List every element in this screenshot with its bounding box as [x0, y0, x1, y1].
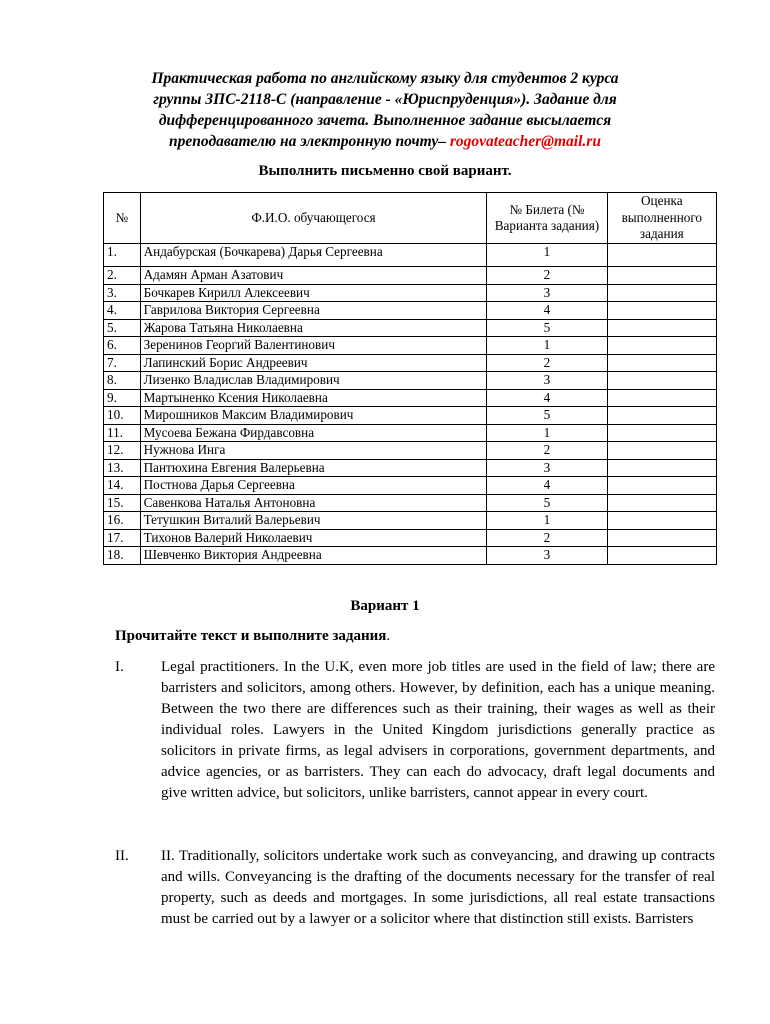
- ticket-number-cell: 4: [487, 302, 607, 320]
- student-name-cell: Тихонов Валерий Николаевич: [140, 529, 487, 547]
- grade-cell: [607, 477, 716, 495]
- table-row: [104, 389, 717, 407]
- task-title: [115, 628, 390, 645]
- row-number-cell: 16.: [104, 512, 141, 530]
- table-row: [104, 512, 717, 530]
- table-row: [104, 424, 717, 442]
- header-grade: Оценка выполненного задания: [607, 193, 716, 244]
- ticket-number-cell: 3: [487, 459, 607, 477]
- grade-cell: [607, 407, 716, 425]
- grade-cell: [607, 302, 716, 320]
- student-name-cell: Мусоева Бежана Фирдавсовна: [140, 424, 487, 442]
- paragraph-2-text: II. Traditionally, solicitors undertake work such as conveyancing, and drawing up contracts and wills. Conveyancing is the drafting of the documents necessary for the transfer of real property, such as deeds and mortgages. In some jurisdictions, all real estate transactions must be carried out by a lawyer or a solicitor where that distinction still exists. Barristers: [161, 848, 715, 927]
- row-number-cell: 4.: [104, 302, 141, 320]
- student-name-cell: Шевченко Виктория Андреевна: [140, 547, 487, 565]
- row-number-cell: 5.: [104, 319, 141, 337]
- table-row: [104, 372, 717, 390]
- student-name-cell: Савенкова Наталья Антоновна: [140, 494, 487, 512]
- row-number-cell: 11.: [104, 424, 141, 442]
- row-number-cell: 3.: [104, 284, 141, 302]
- ticket-number-cell: 2: [487, 529, 607, 547]
- grade-cell: [607, 244, 716, 267]
- student-name-cell: Гаврилова Виктория Сергеевна: [140, 302, 487, 320]
- table-row: [104, 477, 717, 495]
- ticket-number-cell: 3: [487, 547, 607, 565]
- grade-cell: [607, 442, 716, 460]
- header-line-4-text: преподавателю на электронную почту–: [169, 133, 450, 150]
- grade-cell: [607, 337, 716, 355]
- variant-title: Вариант 1: [350, 598, 420, 614]
- row-number-cell: 9.: [104, 389, 141, 407]
- row-number-cell: 14.: [104, 477, 141, 495]
- header-line-2: группы ЗПС-2118-С (направление - «Юриспруденция»). Задание для: [153, 91, 617, 108]
- student-roster-table: [103, 192, 717, 565]
- header-line-3: дифференцированного зачета. Выполненное задание высылается: [158, 112, 612, 129]
- grade-cell: [607, 319, 716, 337]
- task-title-period: .: [386, 628, 391, 644]
- table-row: [104, 442, 717, 460]
- ticket-number-cell: 5: [487, 319, 607, 337]
- ticket-number-cell: 4: [487, 389, 607, 407]
- header-num: №: [104, 193, 141, 244]
- grade-cell: [607, 459, 716, 477]
- header-line-4: [100, 131, 670, 152]
- ticket-number-cell: 3: [487, 284, 607, 302]
- ticket-number-cell: 4: [487, 477, 607, 495]
- ticket-number-cell: 1: [487, 424, 607, 442]
- student-name-cell: Лизенко Владислав Владимирович: [140, 372, 487, 390]
- row-number-cell: 2.: [104, 267, 141, 285]
- student-name-cell: Мирошников Максим Владимирович: [140, 407, 487, 425]
- grade-cell: [607, 354, 716, 372]
- grade-cell: [607, 267, 716, 285]
- student-name-cell: Бочкарев Кирилл Алексеевич: [140, 284, 487, 302]
- table-row: [104, 244, 717, 267]
- grade-cell: [607, 424, 716, 442]
- table-row: [104, 494, 717, 512]
- paragraph-1-marker: I.: [115, 659, 124, 675]
- ticket-number-cell: 2: [487, 442, 607, 460]
- table-row: [104, 354, 717, 372]
- teacher-email-link[interactable]: rogovateacher@mail.ru: [449, 133, 601, 150]
- row-number-cell: 15.: [104, 494, 141, 512]
- grade-cell: [607, 529, 716, 547]
- row-number-cell: 6.: [104, 337, 141, 355]
- table-row: [104, 459, 717, 477]
- document-header: [100, 68, 670, 152]
- row-number-cell: 17.: [104, 529, 141, 547]
- grade-cell: [607, 512, 716, 530]
- student-name-cell: Мартыненко Ксения Николаевна: [140, 389, 487, 407]
- paragraph-2-marker: II.: [115, 848, 129, 864]
- student-name-cell: Жарова Татьяна Николаевна: [140, 319, 487, 337]
- row-number-cell: 10.: [104, 407, 141, 425]
- student-name-cell: Андабурская (Бочкарева) Дарья Сергеевна: [140, 244, 487, 267]
- ticket-number-cell: 1: [487, 512, 607, 530]
- student-name-cell: Постнова Дарья Сергеевна: [140, 477, 487, 495]
- header-line-1: Практическая работа по английскому языку для студентов 2 курса: [151, 70, 619, 87]
- task-title-text: Прочитайте текст и выполните задания: [115, 628, 387, 644]
- header-name: Ф.И.О. обучающегося: [140, 193, 487, 244]
- grade-cell: [607, 494, 716, 512]
- ticket-number-cell: 2: [487, 267, 607, 285]
- instruction-text: Выполнить письменно свой вариант.: [258, 163, 512, 179]
- row-number-cell: 7.: [104, 354, 141, 372]
- table-row: [104, 284, 717, 302]
- table-row: [104, 302, 717, 320]
- student-name-cell: Нужнова Инга: [140, 442, 487, 460]
- table-row: [104, 267, 717, 285]
- student-name-cell: Тетушкин Виталий Валерьевич: [140, 512, 487, 530]
- table-body: [104, 244, 717, 565]
- ticket-number-cell: 5: [487, 407, 607, 425]
- paragraph-1-text: Legal practitioners. In the U.K, even more job titles are used in the field of law; there are barristers and solicitors, among others. However, by definition, each has a unique meaning. Between the two there are differences such as their training, their wages as well as their individual roles. Lawyers in the United Kingdom jurisdictions generally practice as solicitors in private firms, as legal advisers in corporations, government departments, and advice agencies, or as barristers. They can each do advocacy, draft legal documents and give written advice, but solicitors, unlike barristers, cannot appear in every court.: [161, 659, 715, 801]
- row-number-cell: 12.: [104, 442, 141, 460]
- grade-cell: [607, 372, 716, 390]
- row-number-cell: 1.: [104, 244, 141, 267]
- table-row: [104, 529, 717, 547]
- table-row: [104, 319, 717, 337]
- grade-cell: [607, 284, 716, 302]
- grade-cell: [607, 547, 716, 565]
- table-row: [104, 407, 717, 425]
- ticket-number-cell: 1: [487, 244, 607, 267]
- student-name-cell: Лапинский Борис Андреевич: [140, 354, 487, 372]
- row-number-cell: 13.: [104, 459, 141, 477]
- grade-cell: [607, 389, 716, 407]
- header-ticket: № Билета (№ Варианта задания): [487, 193, 607, 244]
- row-number-cell: 18.: [104, 547, 141, 565]
- table-header-row: [104, 193, 717, 244]
- student-name-cell: Зеренинов Георгий Валентинович: [140, 337, 487, 355]
- table-row: [104, 337, 717, 355]
- student-name-cell: Пантюхина Евгения Валерьевна: [140, 459, 487, 477]
- ticket-number-cell: 2: [487, 354, 607, 372]
- ticket-number-cell: 1: [487, 337, 607, 355]
- table-row: [104, 547, 717, 565]
- student-name-cell: Адамян Арман Азатович: [140, 267, 487, 285]
- ticket-number-cell: 5: [487, 494, 607, 512]
- ticket-number-cell: 3: [487, 372, 607, 390]
- row-number-cell: 8.: [104, 372, 141, 390]
